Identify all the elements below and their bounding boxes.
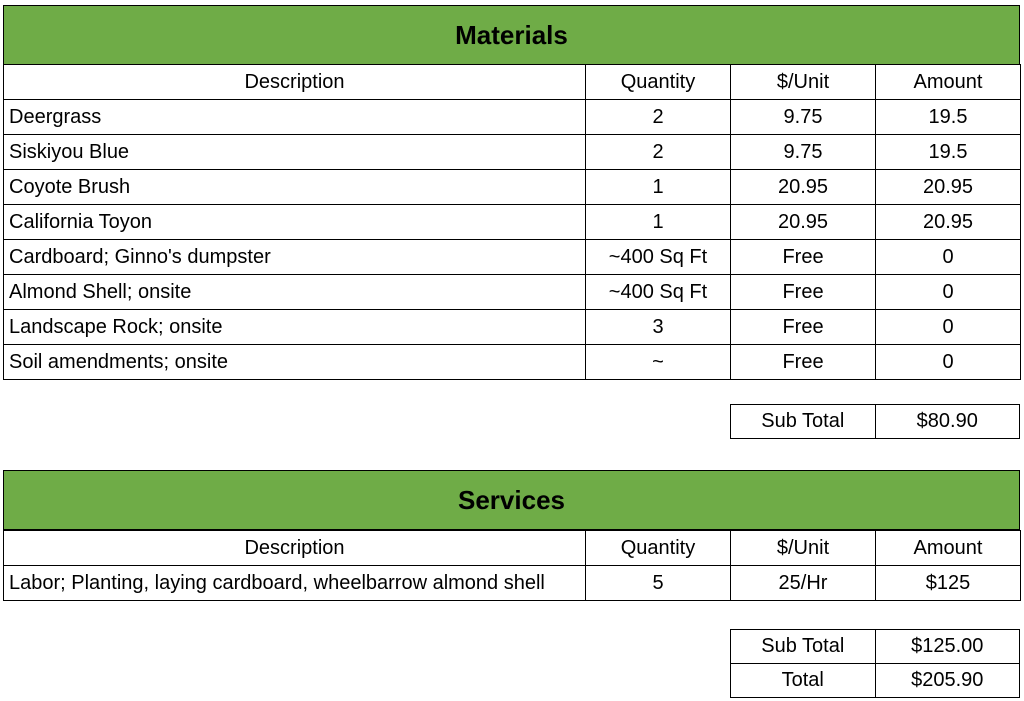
cell-description: Coyote Brush xyxy=(4,170,586,205)
materials-title: Materials xyxy=(3,5,1020,65)
cell-quantity: 3 xyxy=(586,310,731,345)
cell-quantity: ~400 Sq Ft xyxy=(586,275,731,310)
cell-unit-price: 9.75 xyxy=(731,135,876,170)
cell-amount: 0 xyxy=(876,275,1021,310)
table-row xyxy=(4,170,1021,205)
header-quantity: Quantity xyxy=(586,531,731,566)
cell-amount: 19.5 xyxy=(876,135,1021,170)
cell-quantity: 5 xyxy=(586,566,731,601)
header-unit-price: $/Unit xyxy=(731,65,876,100)
subtotal-value: $125.00 xyxy=(875,630,1020,664)
cell-unit-price: 20.95 xyxy=(731,170,876,205)
header-unit-price: $/Unit xyxy=(731,531,876,566)
cell-unit-price: 25/Hr xyxy=(731,566,876,601)
cell-description: Deergrass xyxy=(4,100,586,135)
cell-description: Siskiyou Blue xyxy=(4,135,586,170)
subtotal-label: Sub Total xyxy=(731,630,876,664)
table-row xyxy=(4,205,1021,240)
header-quantity: Quantity xyxy=(586,65,731,100)
table-row xyxy=(4,566,1021,601)
services-header-row xyxy=(4,531,1021,566)
cell-unit-price: 20.95 xyxy=(731,205,876,240)
total-value: $205.90 xyxy=(875,664,1020,698)
cell-quantity: 2 xyxy=(586,135,731,170)
services-table xyxy=(3,530,1021,601)
subtotal-value: $80.90 xyxy=(875,405,1020,439)
table-row xyxy=(4,240,1021,275)
cell-unit-price: 9.75 xyxy=(731,100,876,135)
services-totals-table xyxy=(730,629,1020,698)
table-row xyxy=(4,310,1021,345)
header-amount: Amount xyxy=(876,65,1021,100)
cell-amount: 20.95 xyxy=(876,170,1021,205)
header-amount: Amount xyxy=(876,531,1021,566)
table-row xyxy=(4,100,1021,135)
cell-quantity: ~ xyxy=(586,345,731,380)
cell-amount: 0 xyxy=(876,310,1021,345)
cell-amount: 0 xyxy=(876,345,1021,380)
cell-description: California Toyon xyxy=(4,205,586,240)
cell-description: Landscape Rock; onsite xyxy=(4,310,586,345)
cell-quantity: 1 xyxy=(586,170,731,205)
cell-amount: 19.5 xyxy=(876,100,1021,135)
cell-description: Cardboard; Ginno's dumpster xyxy=(4,240,586,275)
cell-unit-price: Free xyxy=(731,275,876,310)
total-label: Total xyxy=(731,664,876,698)
cell-description: Soil amendments; onsite xyxy=(4,345,586,380)
cell-amount: 20.95 xyxy=(876,205,1021,240)
table-row xyxy=(4,275,1021,310)
table-row xyxy=(4,135,1021,170)
subtotal-row xyxy=(731,630,1020,664)
cell-quantity: ~400 Sq Ft xyxy=(586,240,731,275)
header-description: Description xyxy=(4,531,586,566)
table-row xyxy=(4,345,1021,380)
materials-subtotal-table xyxy=(730,404,1020,439)
subtotal-row xyxy=(731,405,1020,439)
materials-table xyxy=(3,64,1021,380)
subtotal-label: Sub Total xyxy=(731,405,876,439)
cell-amount: 0 xyxy=(876,240,1021,275)
cell-description: Labor; Planting, laying cardboard, wheelbarrow almond shell xyxy=(4,566,586,601)
header-description: Description xyxy=(4,65,586,100)
total-row xyxy=(731,664,1020,698)
cell-description: Almond Shell; onsite xyxy=(4,275,586,310)
cell-unit-price: Free xyxy=(731,240,876,275)
cell-quantity: 2 xyxy=(586,100,731,135)
cell-unit-price: Free xyxy=(731,310,876,345)
cell-unit-price: Free xyxy=(731,345,876,380)
cell-amount: $125 xyxy=(876,566,1021,601)
services-title: Services xyxy=(3,470,1020,530)
materials-header-row xyxy=(4,65,1021,100)
cell-quantity: 1 xyxy=(586,205,731,240)
